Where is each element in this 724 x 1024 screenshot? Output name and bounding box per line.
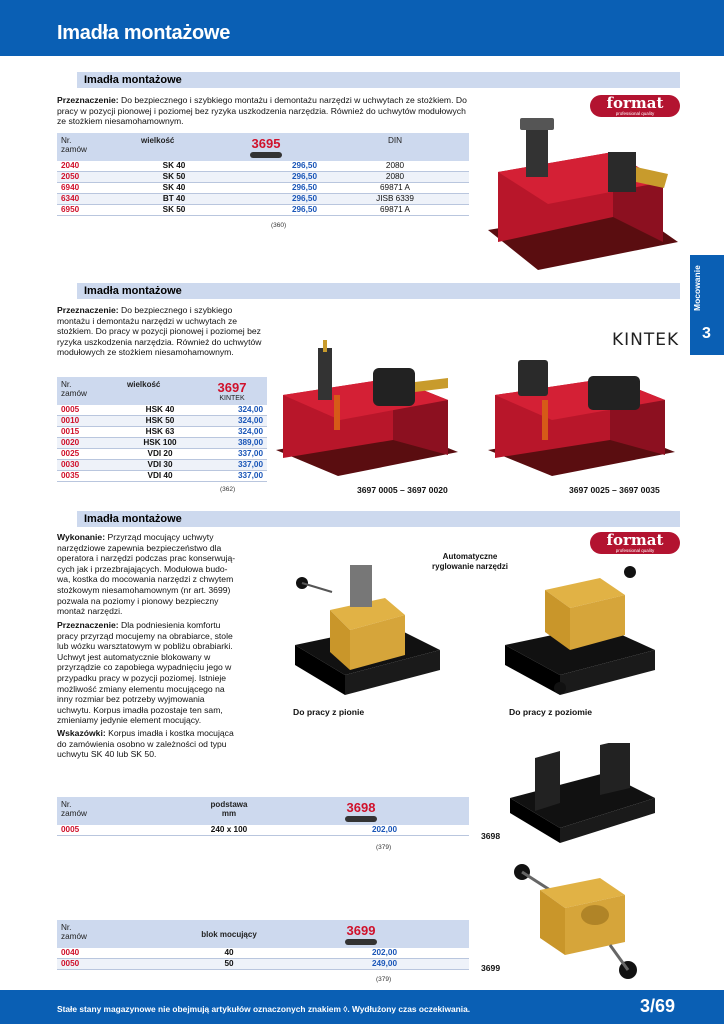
price-cell: 296,50 xyxy=(211,194,321,205)
section-3-purpose: Przeznaczenie: Dla podniesienia komfortu pracy przyrząd mocujemy na obrabiarce, stole lub wózku warsztatowym w pobliżu obrabiarki. Uchwyt jest automatycznie blokowany w przyrządzie co zapobiega wypadnięciu jego w przypadku pracy w pozycji poziomej. Istnieje możliwość zmiany elementu mocującego na inny rozmiar bez potrzeby wyjmowania uchwytu. Korpus imadła pozostaje ten sam, zmieniamy jedynie element mocujący. xyxy=(57,620,233,726)
col-nr: Nr. xyxy=(61,380,72,389)
format-mini-logo xyxy=(345,816,377,822)
section-1-description: Przeznaczenie: Do bezpiecznego i szybkiego montażu i demontażu narzędzi w uchwytach ze stożkiem. Do pracy w pozycji pionowej i poziomej bez ryzyka uszkodzenia narzędzia. Również do uchwytów modułowych ze stożkiem niesamohamownym. xyxy=(57,95,467,127)
col-size: wielkość xyxy=(141,136,175,145)
order-number: 6940 xyxy=(57,183,137,194)
col-zamow: zamów xyxy=(61,145,87,154)
price-cell: 337,00 xyxy=(197,449,267,460)
col-block: blok mocujący xyxy=(201,929,257,939)
order-number: 0005 xyxy=(57,405,123,416)
chapter-tab[interactable] xyxy=(690,255,724,355)
image-label-3699: 3699 xyxy=(481,963,501,973)
article-number: 3697 xyxy=(217,380,247,395)
clamping-block-3699-image[interactable] xyxy=(510,860,645,982)
block-cell: 40 xyxy=(137,948,321,959)
section-3-title: Imadła montażowe xyxy=(77,511,680,527)
caption-vertical-work: Do pracy z pionie xyxy=(293,707,365,717)
section-2-description: Przeznaczenie: Do bezpiecznego i szybkiego montażu i demontażu narzędzi w uchwytach ze stożkiem. Do pracy w pozycji pionowej i poziomej bez ryzyka uszkodzenia narzędzia. Również do uchwytów modułowych ze stożkiem niesamohamownym. xyxy=(57,305,262,358)
mounting-vise-3697-horizontal-image[interactable] xyxy=(480,340,680,478)
size-cell: VDI 20 xyxy=(123,449,197,460)
table-row[interactable] xyxy=(57,161,469,172)
format-logo-2: format professional quality xyxy=(590,532,680,554)
table-row[interactable] xyxy=(57,449,267,460)
article-number: 3695 xyxy=(251,136,281,151)
table-3695-note: (360) xyxy=(271,222,287,229)
price-cell: 296,50 xyxy=(211,205,321,216)
size-cell: VDI 30 xyxy=(123,460,197,471)
vise-vertical-work-image[interactable] xyxy=(290,560,445,700)
table-row[interactable] xyxy=(57,183,469,194)
empty-cell xyxy=(401,825,469,836)
format-mini-logo xyxy=(250,152,282,158)
image-label-3698: 3698 xyxy=(481,831,501,841)
base-cell: 240 x 100 xyxy=(137,825,321,836)
section-2-title: Imadła montażowe xyxy=(77,283,680,299)
kintek-logo: KINTEK xyxy=(612,330,680,350)
order-number: 0030 xyxy=(57,460,123,471)
size-cell: SK 50 xyxy=(137,205,211,216)
page-title: Imadła montażowe xyxy=(57,22,231,44)
order-number: 0035 xyxy=(57,471,123,482)
order-number: 0010 xyxy=(57,416,123,427)
table-row[interactable] xyxy=(57,416,267,427)
block-cell: 50 xyxy=(137,959,321,970)
empty-cell xyxy=(401,948,469,959)
table-row[interactable] xyxy=(57,194,469,205)
order-number: 2040 xyxy=(57,161,137,172)
page-number: 3/69 xyxy=(640,996,676,1016)
table-row[interactable] xyxy=(57,427,267,438)
table-row[interactable] xyxy=(57,438,267,449)
col-nr: Nr. xyxy=(61,923,72,932)
table-3698 xyxy=(57,797,469,836)
size-cell: SK 40 xyxy=(137,183,211,194)
din-cell: JISB 6339 xyxy=(321,194,469,205)
col-zamow: zamów xyxy=(61,389,87,398)
price-cell: 324,00 xyxy=(197,405,267,416)
col-base: podstawa xyxy=(210,800,248,809)
din-cell: 69871 A xyxy=(321,183,469,194)
order-number: 0050 xyxy=(57,959,137,970)
order-number: 6340 xyxy=(57,194,137,205)
order-number: 0005 xyxy=(57,825,137,836)
table-3699-note: (379) xyxy=(376,976,392,983)
table-row[interactable] xyxy=(57,825,469,836)
col-size: wielkość xyxy=(127,380,161,389)
price-cell: 296,50 xyxy=(211,183,321,194)
size-cell: VDI 40 xyxy=(123,471,197,482)
din-cell: 2080 xyxy=(321,161,469,172)
table-row[interactable] xyxy=(57,959,469,970)
price-cell: 202,00 xyxy=(321,825,401,836)
price-cell: 296,50 xyxy=(211,172,321,183)
price-cell: 202,00 xyxy=(321,948,401,959)
size-cell: HSK 50 xyxy=(123,416,197,427)
chapter-tab-number: 3 xyxy=(702,325,711,342)
order-number: 0020 xyxy=(57,438,123,449)
stock-notice: Stałe stany magazynowe nie obejmują artykułów oznaczonych znakiem ◊. Wydłużony czas oczekiwania. xyxy=(57,1004,471,1014)
col-zamow: zamów xyxy=(61,932,87,941)
auto-locking-caption: Automatyczne ryglowanie narzędzi xyxy=(432,552,509,571)
table-row[interactable] xyxy=(57,405,267,416)
kintek-mini-logo: KINTEK xyxy=(219,395,245,402)
table-3697-note: (362) xyxy=(220,486,236,493)
vise-horizontal-work-image[interactable] xyxy=(500,560,660,700)
article-number: 3698 xyxy=(346,800,376,815)
table-row[interactable] xyxy=(57,172,469,183)
format-mini-logo xyxy=(345,939,377,945)
section-1-title: Imadła montażowe xyxy=(77,72,680,88)
din-cell: 69871 A xyxy=(321,205,469,216)
table-3698-note: (379) xyxy=(376,844,392,851)
table-row[interactable] xyxy=(57,205,469,216)
size-cell: HSK 40 xyxy=(123,405,197,416)
table-row[interactable] xyxy=(57,471,267,482)
col-nr: Nr. xyxy=(61,136,72,145)
price-cell: 389,00 xyxy=(197,438,267,449)
image-caption-left: 3697 0005 – 3697 0020 xyxy=(357,485,448,495)
table-3697 xyxy=(57,377,267,482)
col-zamow: zamów xyxy=(61,809,87,818)
vise-base-3698-image[interactable] xyxy=(505,743,660,845)
section-3-execution: Wykonanie: Przyrząd mocujący uchwyty narzędziowe zapewnia bezpieczeństwo dla operatora i narzędzi podczas prac konserwują- cych jak i przezbrajających. Modułowa budo- wa, kostka do mocowania narzędzi z chwytem stożkowym niesamohamownym (nr art. 3699) pozwala na poziomy i pionowy bezpieczny montaż narzędzi. xyxy=(57,532,236,617)
size-cell: BT 40 xyxy=(137,194,211,205)
table-row[interactable] xyxy=(57,460,267,471)
mounting-vise-3695-image[interactable] xyxy=(478,112,680,272)
col-nr: Nr. xyxy=(61,800,72,809)
image-caption-right: 3697 0025 – 3697 0035 xyxy=(569,485,660,495)
price-cell: 324,00 xyxy=(197,427,267,438)
format-logo: format professional quality xyxy=(590,95,680,117)
price-cell: 324,00 xyxy=(197,416,267,427)
order-number: 2050 xyxy=(57,172,137,183)
price-cell: 337,00 xyxy=(197,460,267,471)
article-number: 3699 xyxy=(346,923,376,938)
size-cell: SK 40 xyxy=(137,161,211,172)
col-base-unit: mm xyxy=(221,809,237,818)
caption-horizontal-work: Do pracy z poziomie xyxy=(509,707,593,717)
order-number: 0025 xyxy=(57,449,123,460)
table-3699 xyxy=(57,920,469,970)
order-number: 6950 xyxy=(57,205,137,216)
page-header xyxy=(0,0,724,56)
price-cell: 337,00 xyxy=(197,471,267,482)
order-number: 0015 xyxy=(57,427,123,438)
order-number: 0040 xyxy=(57,948,137,959)
size-cell: HSK 100 xyxy=(123,438,197,449)
table-row[interactable] xyxy=(57,948,469,959)
din-cell: 2080 xyxy=(321,172,469,183)
section-3-hints: Wskazówki: Korpus imadła i kostka mocująca do zamówienia osobno w zależności od typu uchwytu SK 40 lub SK 50. xyxy=(57,728,234,760)
price-cell: 296,50 xyxy=(211,161,321,172)
size-cell: HSK 63 xyxy=(123,427,197,438)
price-cell: 249,00 xyxy=(321,959,401,970)
table-3695 xyxy=(57,133,469,216)
size-cell: SK 50 xyxy=(137,172,211,183)
mounting-vise-3697-vertical-image[interactable] xyxy=(268,340,463,478)
empty-cell xyxy=(401,959,469,970)
col-din: DIN xyxy=(321,133,469,161)
chapter-tab-label: Mocowanie xyxy=(692,265,702,311)
page-footer xyxy=(0,990,724,1024)
